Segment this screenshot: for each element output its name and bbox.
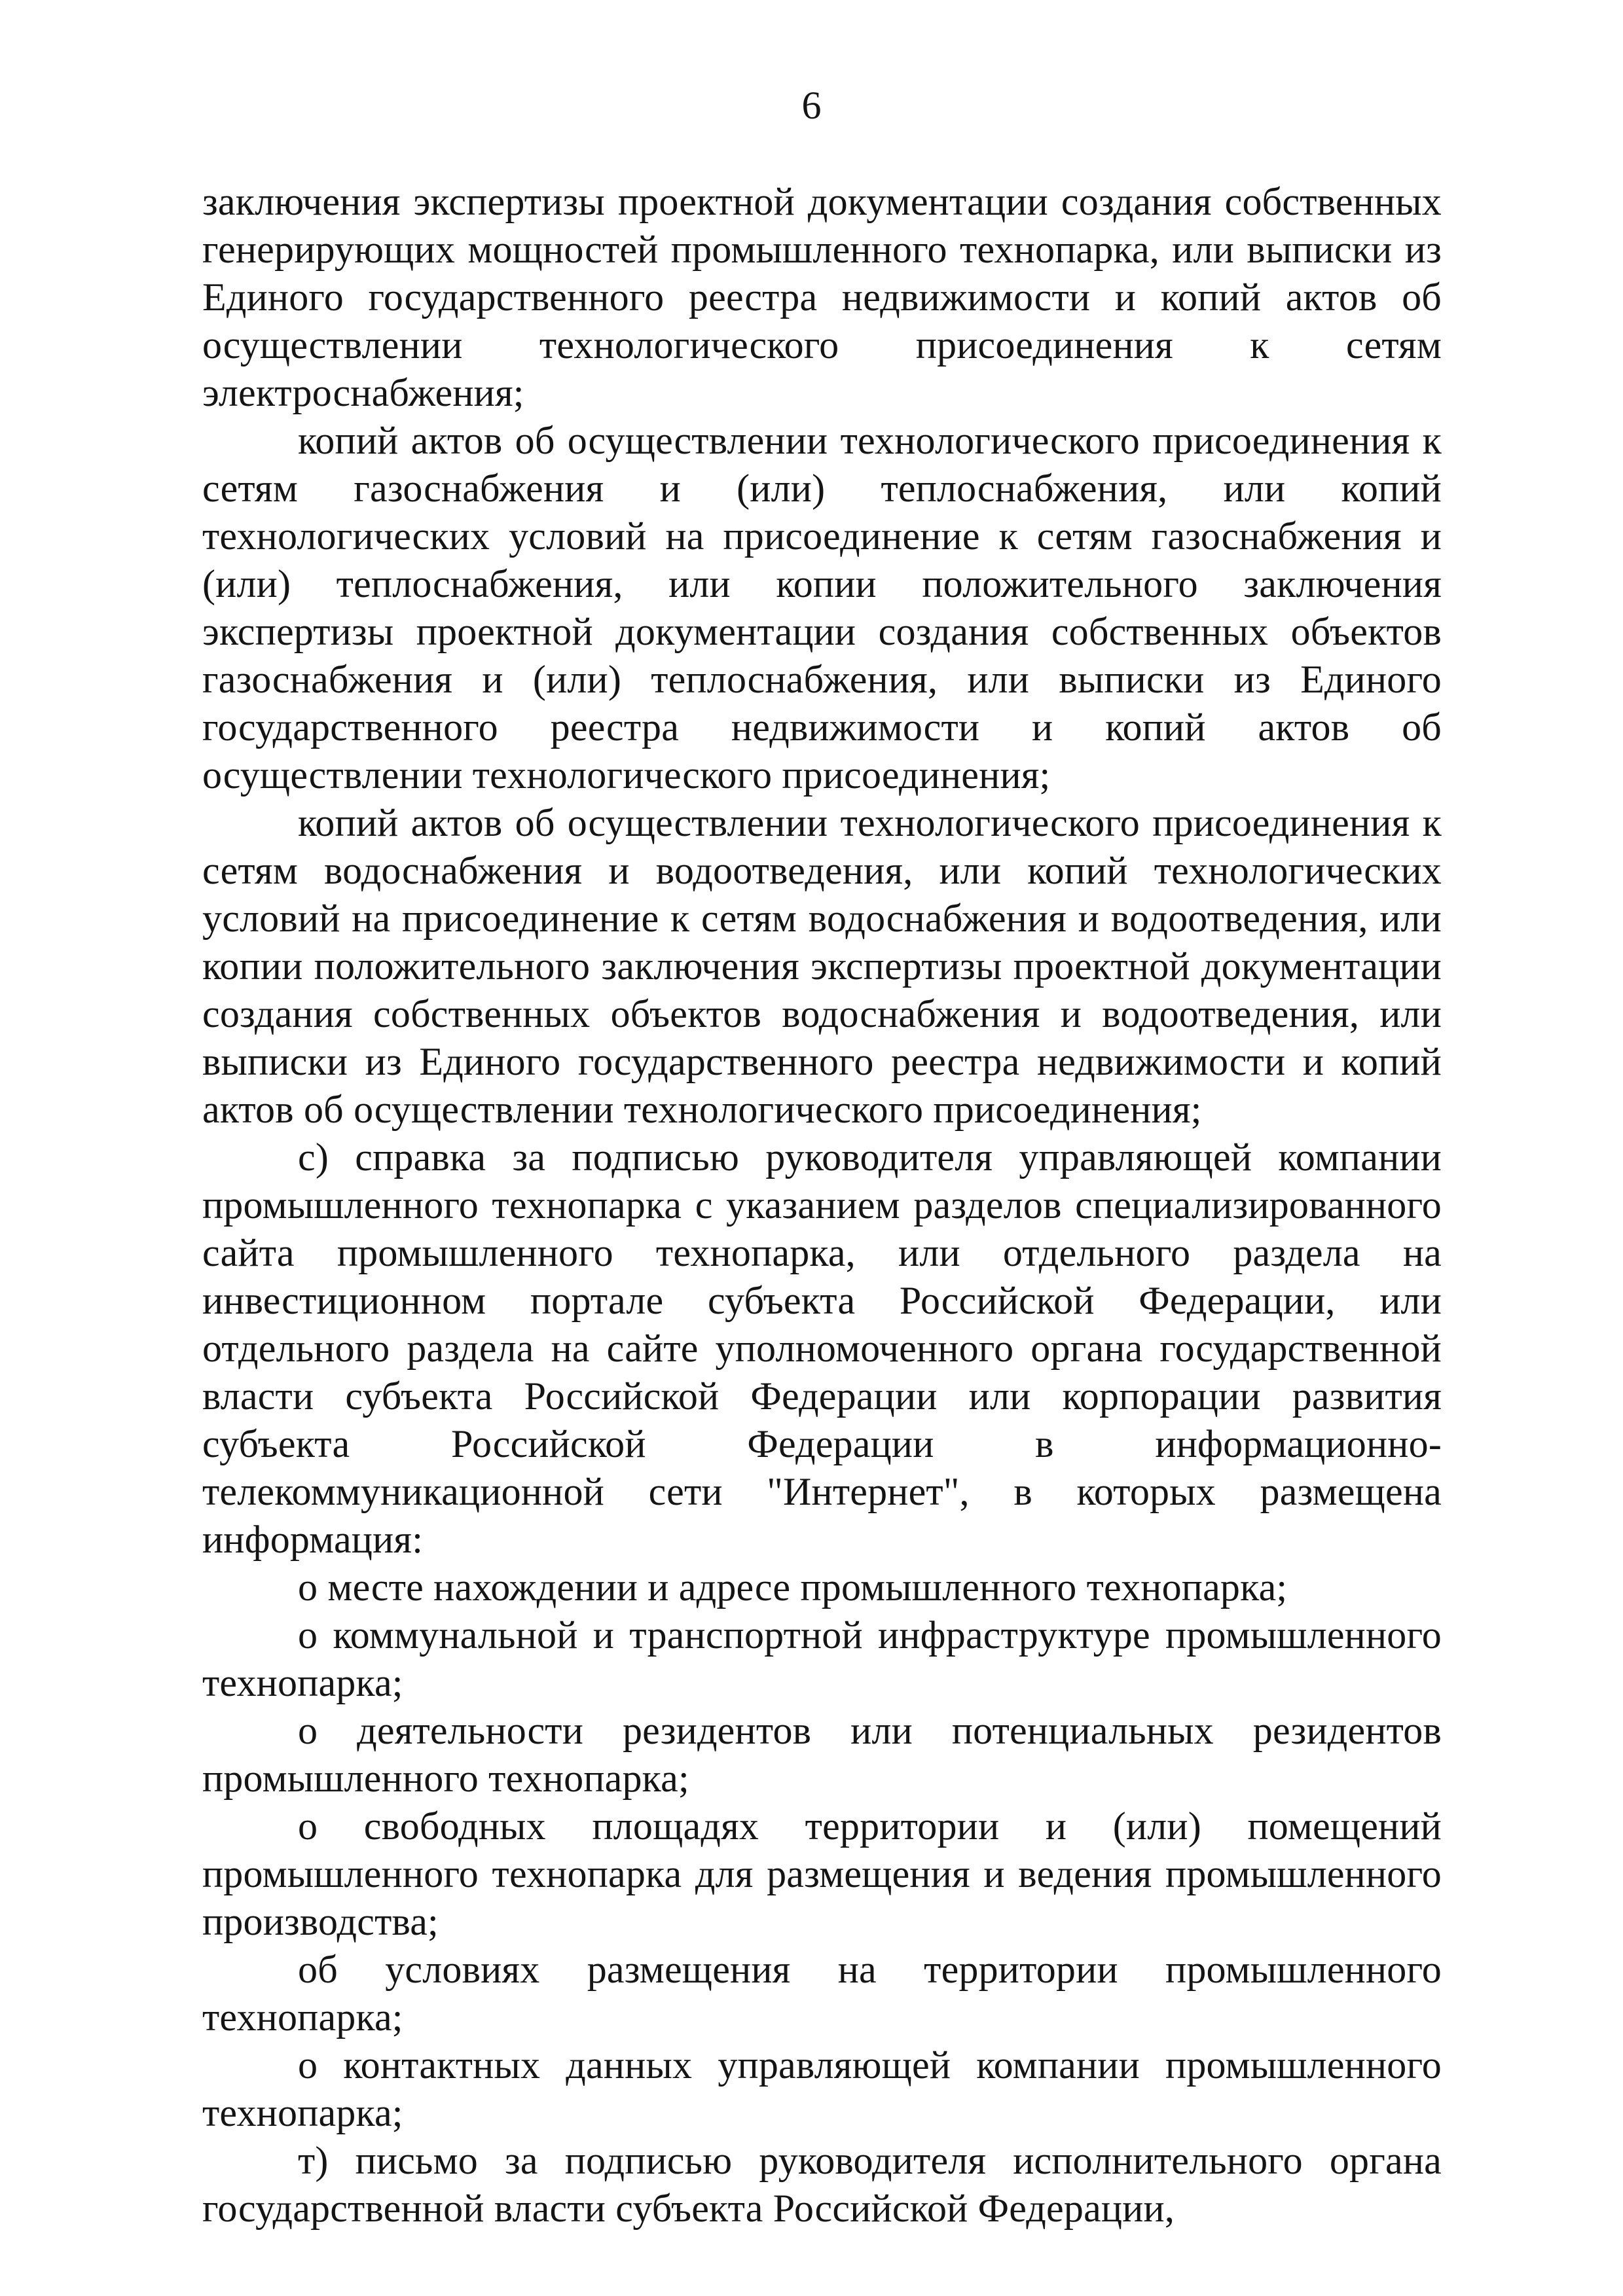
document-body — [202, 178, 1442, 2233]
paragraph-gas-heat-acts: копий актов об осуществлении технологического присоединения к сетям газоснабжения и (или) теплоснабжения, или копий технологических условий на присоединение к сетям газоснабжения и (или) теплоснабжения, или копии положительного заключения экспертизы проектной документации создания собственных объектов газоснабжения и (или) теплоснабжения, или выписки из Единого государственного реестра недвижимости и копий актов об осуществлении технологического присоединения; — [202, 419, 1442, 797]
list-item-residents: о деятельности резидентов или потенциальных резидентов промышленного технопарка; — [202, 1709, 1442, 1800]
list-item-conditions: об условиях размещения на территории промышленного технопарка; — [202, 1948, 1442, 2039]
list-item-infrastructure: о коммунальной и транспортной инфраструктуре промышленного технопарка; — [202, 1613, 1442, 1704]
paragraph-item-t: т) письмо за подписью руководителя исполнительного органа государственной власти субъекта Российской Федерации, — [202, 2139, 1442, 2230]
paragraph-water-acts: копий актов об осуществлении технологического присоединения к сетям водоснабжения и водоотведения, или копий технологических условий на присоединение к сетям водоснабжения и водоотведения, или копии положительного заключения экспертизы проектной документации создания собственных объектов водоснабжения и водоотведения, или выписки из Единого государственного реестра недвижимости и копий актов об осуществлении технологического присоединения; — [202, 801, 1442, 1131]
list-item-contacts: о контактных данных управляющей компании промышленного технопарка; — [202, 2043, 1442, 2134]
paragraph-electro-continuation: заключения экспертизы проектной документации создания собственных генерирующих мощностей промышленного технопарка, или выписки из Единого государственного реестра недвижимости и копий актов об осуществлении технологического присоединения к сетям электроснабжения; — [202, 180, 1442, 414]
page-number: 6 — [801, 84, 822, 127]
list-item-location: о месте нахождении и адресе промышленного технопарка; — [298, 1566, 1288, 1609]
list-item-free-areas: о свободных площадях территории и (или) помещений промышленного технопарка для размещения и ведения промышленного производства; — [202, 1804, 1442, 1943]
paragraph-item-s: с) справка за подписью руководителя управляющей компании промышленного технопарка с указанием разделов специализированного сайта промышленного технопарка, или отдельного раздела на инвестиционном портале субъекта Российской Федерации, или отдельного раздела на сайте уполномоченного органа государственной власти субъекта Российской Федерации или корпорации развития субъекта Российской Федерации в информационно-телекоммуникационной сети "Интернет", в которых размещена информация: — [202, 1136, 1442, 1561]
